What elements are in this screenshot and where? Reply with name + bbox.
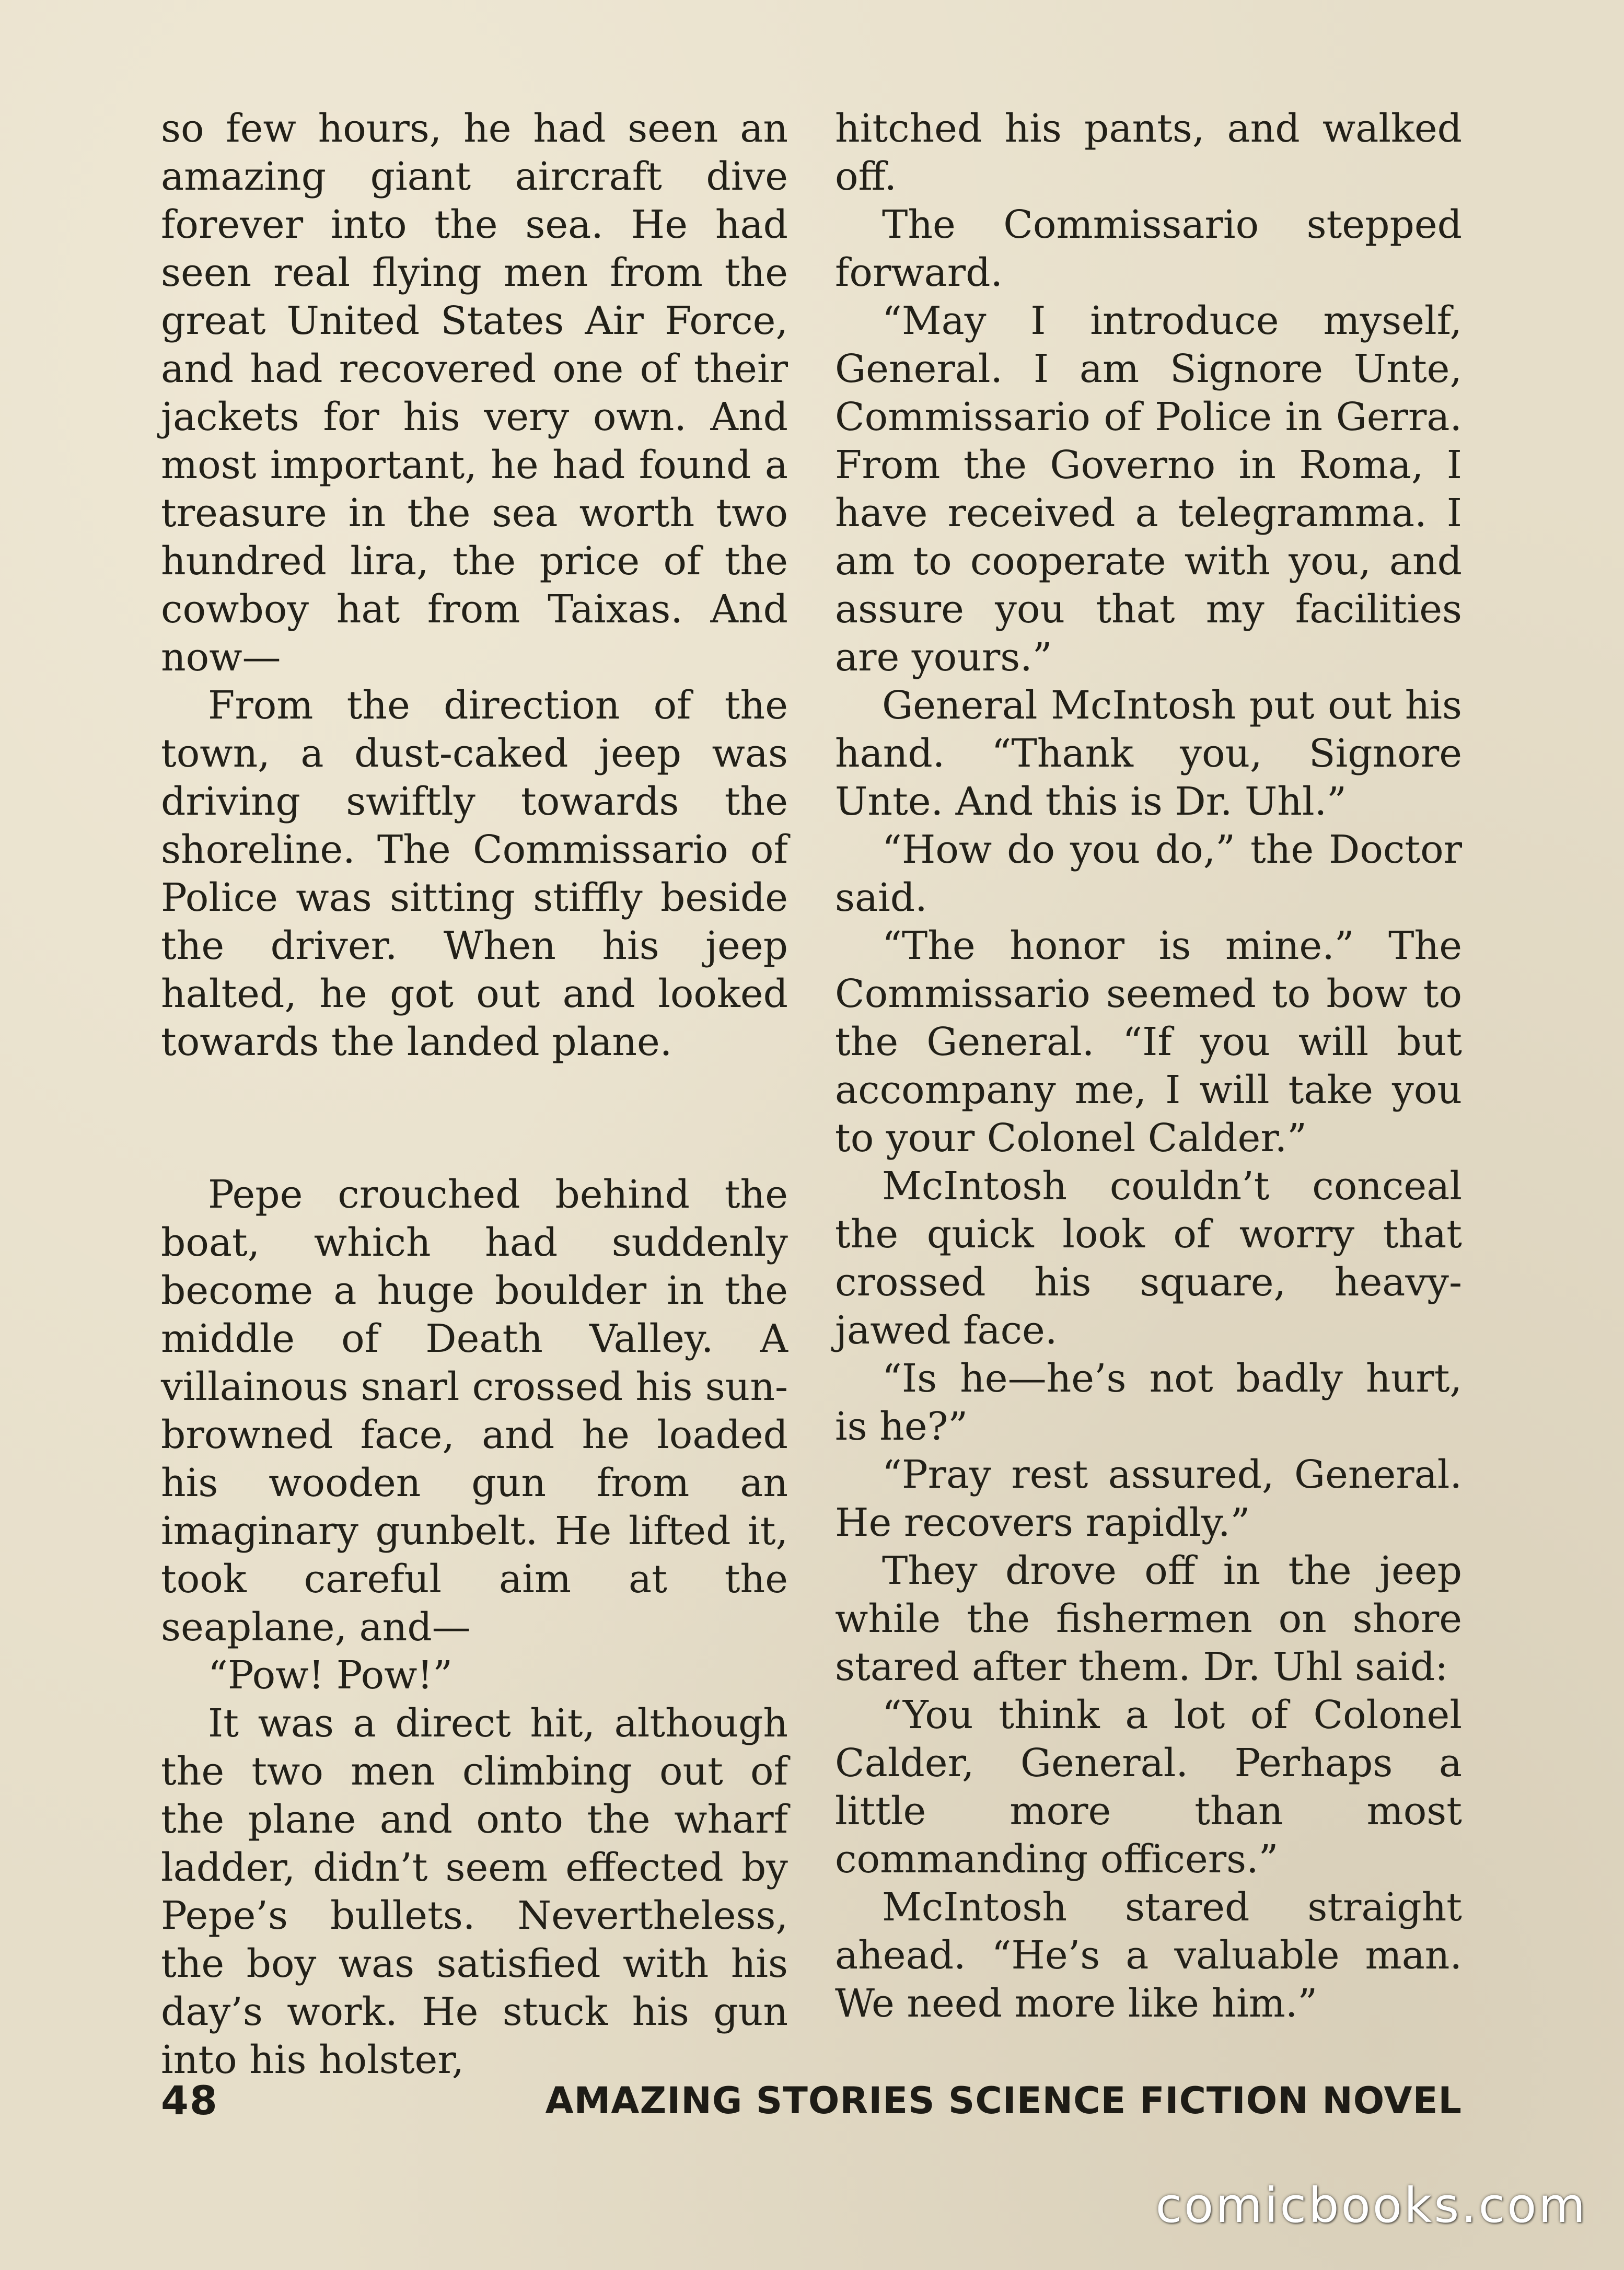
paragraph: From the direction of the town, a dust-caked jeep was driving swiftly towards the shoreline. The Commissario of Police was sitting stiffly beside the driver. When his jeep halted, he got out and looked towards the landed plane. [161,683,788,1064]
paragraph: hitched his pants, and walked off. [835,106,1462,199]
paragraph: McIntosh stared straight ahead. “He’s a valuable man. We need more like him.” [835,1885,1462,2026]
right-column [835,105,1462,2028]
paragraph: “May I introduce myself, General. I am Signore Unte, Commissario of Police in Gerra. From the Governo in Roma, I have received a telegramma. I am to cooperate with you, and assure you that my facilities are yours.” [835,298,1462,680]
left-column-top [161,105,788,1066]
left-column-bottom [161,1171,788,2084]
paragraph: The Commissario stepped forward. [835,202,1462,295]
watermark: comicbooks.com [1155,2178,1587,2233]
paragraph: “Pray rest assured, General. He recovers rapidly.” [835,1452,1462,1545]
paragraph: They drove off in the jeep while the fishermen on shore stared after them. Dr. Uhl said: [835,1548,1462,1689]
paragraph: “The honor is mine.” The Commissario seemed to bow to the General. “If you will but accompany me, I will take you to your Colonel Calder.” [835,923,1462,1161]
paragraph: General McIntosh put out his hand. “Thank you, Signore Unte. And this is Dr. Uhl.” [835,683,1462,824]
running-title: AMAZING STORIES SCIENCE FICTION NOVEL [545,2079,1462,2122]
paragraph: “Is he—he’s not badly hurt, is he?” [835,1356,1462,1449]
paragraph: so few hours, he had seen an amazing giant aircraft dive forever into the sea. He had seen real flying men from the great United States Air Force, and had recovered one of their jackets for his very own. And most important, he had found a treasure in the sea worth two hundred lira, the price of the cowboy hat from Taixas. And now— [161,106,788,680]
page-number: 48 [161,2077,218,2124]
paragraph: “You think a lot of Colonel Calder, General. Perhaps a little more than most commanding officers.” [835,1693,1462,1882]
page-footer [161,2077,1462,2140]
paragraph: Pepe crouched behind the boat, which had suddenly become a huge boulder in the middle of Death Valley. A villainous snarl crossed his sun-browned face, and he loaded his wooden gun from an imaginary gunbelt. He lifted it, took careful aim at the seaplane, and— [161,1172,788,1650]
paragraph: “Pow! Pow!” [208,1653,453,1698]
paragraph: It was a direct hit, although the two men climbing out of the plane and onto the wharf ladder, didn’t seem effected by Pepe’s bullets. Nevertheless, the boy was satisfied with his day’s work. He stuck his gun into his holster, [161,1701,788,2082]
paragraph: McIntosh couldn’t conceal the quick look of worry that crossed his square, heavy-jawed face. [835,1164,1462,1353]
paragraph: “How do you do,” the Doctor said. [835,827,1462,920]
